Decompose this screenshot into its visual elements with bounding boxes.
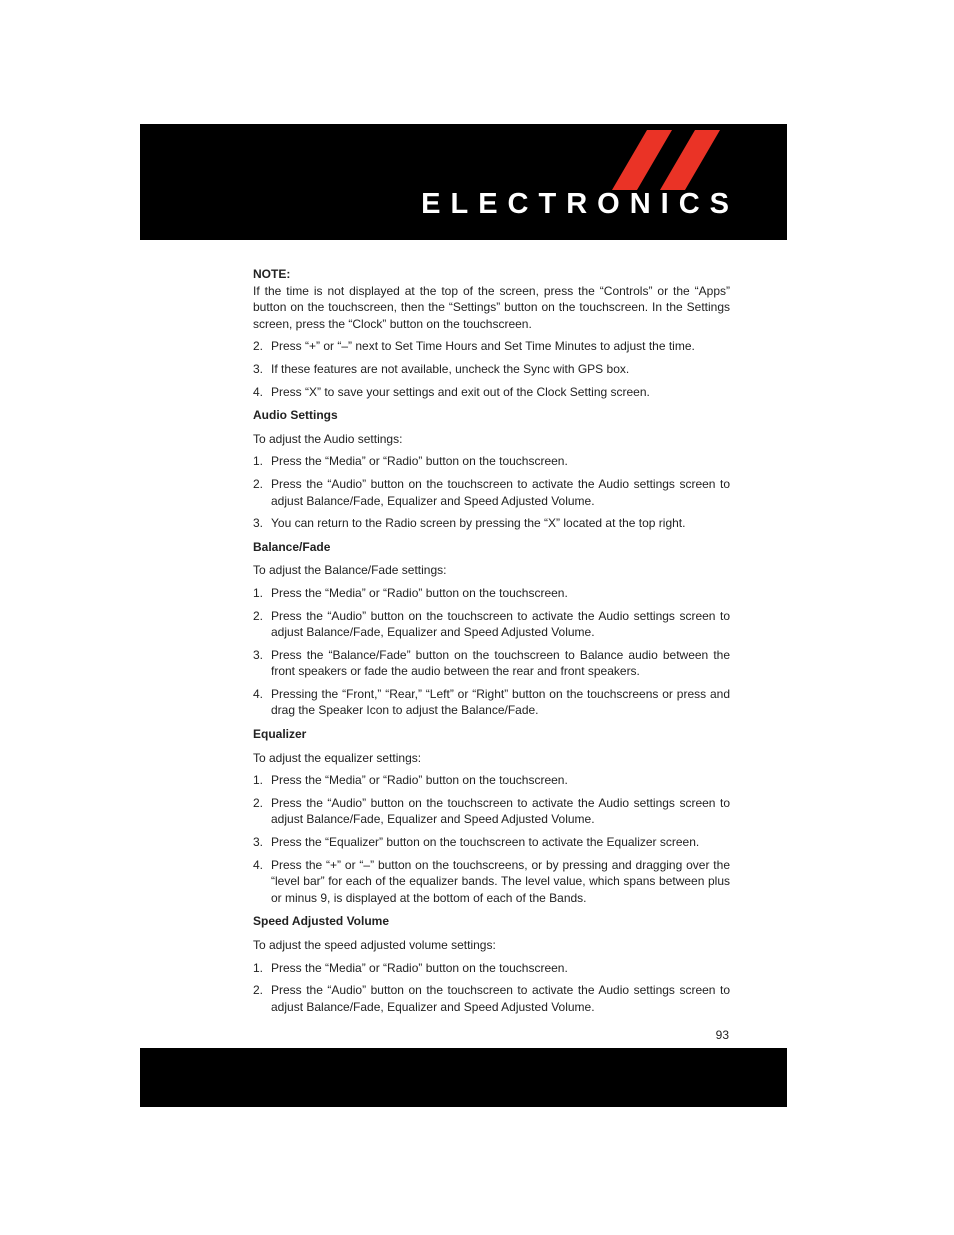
step-number: 2. (253, 608, 264, 623)
speed-adjusted-volume-heading: Speed Adjusted Volume (253, 914, 390, 929)
page-content (253, 266, 730, 1021)
equalizer-steps-list (253, 772, 730, 906)
step-text: Press the “Media” or “Radio” button on the touchscreen. (271, 585, 568, 600)
step-number: 3. (253, 835, 264, 850)
step-number: 2. (253, 476, 264, 491)
list-item (253, 795, 730, 828)
equalizer-intro: To adjust the equalizer settings: (253, 750, 422, 765)
step-text: Press the “Audio” button on the touchscreen to activate the Audio settings screen to adjust Balance/Fade, Equalizer and Speed Adjusted Volume. (271, 476, 730, 508)
list-item (253, 608, 730, 641)
note-text: If the time is not displayed at the top of the screen, press the “Controls” or the “Apps” button on the touchscreen, then the “Settings” button on the touchscreen. In the Settings screen, press the “Clock” button on the touchscreen. (253, 283, 730, 331)
list-item (253, 960, 730, 977)
list-item (253, 686, 730, 719)
red-stripes-logo-icon (612, 130, 720, 190)
list-item (253, 453, 730, 470)
list-item (253, 647, 730, 680)
equalizer-heading: Equalizer (253, 727, 307, 742)
step-text: Press the “Media” or “Radio” button on the touchscreen. (271, 773, 568, 788)
note-label: NOTE: (253, 267, 291, 281)
step-text: Press the “Audio” button on the touchscreen to activate the Audio settings screen to adjust Balance/Fade, Equalizer and Speed Adjusted Volume. (271, 795, 730, 827)
step-number: 3. (253, 647, 264, 662)
step-text: Press the “Media” or “Radio” button on the touchscreen. (271, 454, 568, 469)
speed-steps-list (253, 960, 730, 1016)
list-item (253, 772, 730, 789)
page-number: 93 (715, 1028, 729, 1042)
clock-steps-list (253, 338, 730, 400)
page-footer (140, 1048, 787, 1107)
step-number: 4. (253, 686, 264, 701)
step-number: 2. (253, 795, 264, 810)
audio-settings-intro: To adjust the Audio settings: (253, 431, 403, 446)
step-number: 4. (253, 857, 264, 872)
step-number: 2. (253, 339, 264, 354)
step-text: Press the “Media” or “Radio” button on the touchscreen. (271, 960, 568, 975)
audio-steps-list (253, 453, 730, 531)
balance-fade-heading: Balance/Fade (253, 539, 331, 554)
section-title: ELECTRONICS (421, 188, 739, 220)
step-text: Press the “+” or “–” button on the touchscreens, or by pressing and dragging over the “level bar” for each of the equalizer bands. The level value, which spans between plus or minus 9, is displayed at the bottom of each of the Bands. (271, 857, 730, 905)
step-text: If these features are not available, uncheck the Sync with GPS box. (271, 361, 630, 376)
page-header (140, 124, 787, 240)
list-item (253, 834, 730, 851)
step-number: 4. (253, 384, 264, 399)
step-number: 1. (253, 454, 264, 469)
balance-steps-list (253, 585, 730, 719)
step-text: Press “X” to save your settings and exit out of the Clock Setting screen. (271, 384, 650, 399)
step-text: You can return to the Radio screen by pressing the “X” located at the top right. (271, 516, 686, 531)
balance-fade-intro: To adjust the Balance/Fade settings: (253, 563, 447, 578)
step-text: Pressing the “Front,” “Rear,” “Left” or “Right” button on the touchscreens or press and drag the Speaker Icon to adjust the Balance/Fade. (271, 686, 730, 718)
step-text: Press the “Audio” button on the touchscreen to activate the Audio settings screen to adjust Balance/Fade, Equalizer and Speed Adjusted Volume. (271, 983, 730, 1014)
list-item (253, 515, 730, 532)
step-text: Press the “Balance/Fade” button on the touchscreen to Balance audio between the front speakers or fade the audio between the rear and front speakers. (271, 647, 730, 679)
speed-adjusted-volume-intro: To adjust the speed adjusted volume settings: (253, 938, 496, 952)
list-item (253, 361, 730, 378)
step-text: Press “+” or “–” next to Set Time Hours and Set Time Minutes to adjust the time. (271, 339, 695, 354)
audio-settings-heading: Audio Settings (253, 408, 338, 423)
step-number: 3. (253, 516, 264, 531)
step-text: Press the “Equalizer” button on the touchscreen to activate the Equalizer screen. (271, 835, 700, 850)
list-item (253, 384, 730, 401)
step-number: 1. (253, 585, 264, 600)
list-item (253, 338, 730, 355)
step-number: 3. (253, 361, 264, 376)
step-number: 1. (253, 960, 264, 975)
list-item (253, 857, 730, 907)
step-number: 2. (253, 983, 264, 998)
step-text: Press the “Audio” button on the touchscreen to activate the Audio settings screen to adjust Balance/Fade, Equalizer and Speed Adjusted Volume. (271, 608, 730, 640)
list-item (253, 585, 730, 602)
list-item (253, 476, 730, 509)
list-item (253, 982, 730, 1015)
step-number: 1. (253, 773, 264, 788)
